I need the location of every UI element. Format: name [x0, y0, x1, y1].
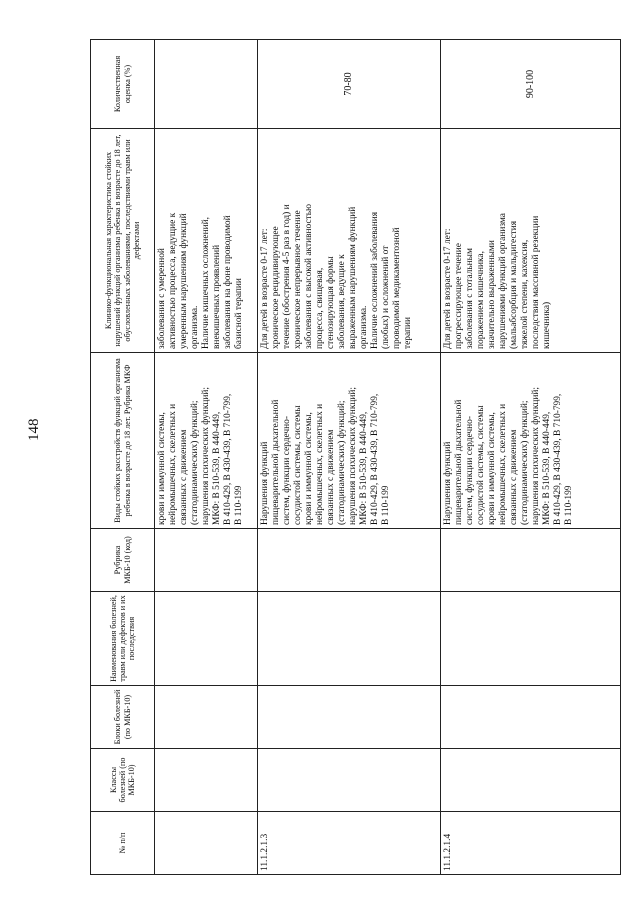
- clinical-line: организма.: [190, 305, 200, 349]
- clinical-line: стенозирующая формы: [326, 256, 336, 349]
- header-types: Виды стойких расстройств функций организма ребенка в возрасте до 18 лет. Рубрика МКФ: [91, 353, 155, 529]
- types-line: нарушения психических функций;: [348, 386, 358, 525]
- clinical-line: кишечника): [542, 301, 552, 349]
- table-row: [155, 40, 258, 875]
- types-line: B 110-199: [564, 485, 574, 525]
- clinical-line: заболевания с умеренной: [157, 248, 167, 349]
- types-line: B 110-199: [234, 485, 244, 525]
- row-classes: [155, 749, 258, 812]
- types-line: Нарушения функций: [260, 441, 270, 525]
- types-line: связанных с движением: [509, 429, 519, 525]
- row-num: 11.1.2.1.4: [441, 812, 621, 875]
- clinical-line: заболевания на фоне проводимой: [223, 215, 233, 349]
- clinical-line: заболевания с высокой активностью: [304, 203, 314, 349]
- types-line: МКФ: B 510-539, B 440-449,: [212, 411, 222, 525]
- row-num: [155, 812, 258, 875]
- clinical-line: течение (обострения 4-5 раз в год) и: [282, 204, 292, 349]
- page-number: 148: [26, 418, 42, 441]
- types-line: (статодинамических) функций;: [337, 400, 347, 525]
- clinical-line: базисной терапии: [234, 278, 244, 349]
- types-line: МКФ: B 510-539, B 440-449,: [359, 411, 369, 525]
- clinical-line: умеренным нарушениям функций: [179, 213, 189, 349]
- clinical-line: (мальабсорбция и мальдигестия: [509, 220, 519, 349]
- row-names: [155, 592, 258, 686]
- clinical-line: последствия массивной резекции: [531, 215, 541, 349]
- row-rubric: [441, 529, 621, 592]
- row-types: [441, 353, 621, 529]
- row-score: 70-80: [258, 40, 441, 129]
- header-classes: Классы болезней (по МКБ-10): [91, 749, 155, 812]
- clinical-line: активностью процесса, ведущие к: [168, 212, 178, 349]
- header-score: Количественная оценка (%): [91, 40, 155, 129]
- header-blocks: Блоки болезней (по МКБ-10): [91, 686, 155, 749]
- clinical-line: проводимой медикаментозной: [392, 227, 402, 349]
- row-types: [258, 353, 441, 529]
- row-num: 11.1.2.1.3: [258, 812, 441, 875]
- row-types: [155, 353, 258, 529]
- types-line: связанных с движением: [326, 429, 336, 525]
- table-header-row: [91, 40, 155, 875]
- types-line: (статодинамических) функций;: [190, 400, 200, 525]
- header-names: Наименования болезней, травм или дефектов и их последствия: [91, 592, 155, 686]
- header-num: № п/п: [91, 812, 155, 875]
- rotated-table-container: [90, 40, 620, 875]
- types-line: нейромышечных, скелетных и: [498, 403, 508, 525]
- types-line: нейромышечных, скелетных и: [168, 403, 178, 525]
- row-clinical: [155, 129, 258, 353]
- types-line: крови и иммунной системы,: [487, 412, 497, 525]
- clinical-line: Наличие осложнений заболевания: [370, 211, 380, 349]
- clinical-line: поражением кишечника,: [476, 251, 486, 349]
- table-row: [258, 40, 441, 875]
- row-names: [258, 592, 441, 686]
- types-line: пищеварительной дыхательной: [271, 399, 281, 525]
- types-line: МКФ: B 510-539, B 440-449,: [542, 411, 552, 525]
- clinical-line: процесса, свищевая,: [315, 267, 325, 349]
- row-classes: [258, 749, 441, 812]
- clinical-line: значительно выраженными: [487, 240, 497, 349]
- clinical-line: заболевания с тотальным: [465, 248, 475, 349]
- types-line: (статодинамических) функций;: [520, 400, 530, 525]
- types-line: B 110-199: [381, 485, 391, 525]
- clinical-line: прогрессирующее течение: [454, 243, 464, 349]
- row-blocks: [155, 686, 258, 749]
- types-line: сосудистой системы, системы: [476, 405, 486, 525]
- types-line: нарушения психических функций;: [531, 386, 541, 525]
- clinical-line: хроническое непрерывное течение: [293, 210, 303, 349]
- header-rubric: Рубрика МКБ-10 (код): [91, 529, 155, 592]
- types-line: B 410-429, B 430-439, B 710-799,: [370, 393, 380, 525]
- row-score: 90-100: [441, 40, 621, 129]
- clinical-line: тяжелой степени, кахексия,: [520, 239, 530, 349]
- clinical-line: (любых) и осложнений от: [381, 245, 391, 349]
- row-classes: [441, 749, 621, 812]
- clinical-line: Для детей в возрасте 0-17 лет:: [260, 228, 270, 349]
- types-line: нейромышечных, скелетных и: [315, 403, 325, 525]
- types-line: B 410-429, B 430-439, B 710-799,: [223, 393, 233, 525]
- row-rubric: [155, 529, 258, 592]
- types-line: крови и иммунной системы,: [304, 412, 314, 525]
- clinical-line: внекишечных проявлений: [212, 244, 222, 349]
- clinical-line: Для детей в возрасте 0-17 лет:: [443, 228, 453, 349]
- disability-criteria-table: [90, 39, 621, 875]
- clinical-line: нарушениями функций организма: [498, 213, 508, 349]
- types-line: B 410-429, B 430-439, B 710-799,: [553, 393, 563, 525]
- row-clinical: [258, 129, 441, 353]
- row-blocks: [441, 686, 621, 749]
- types-line: крови и иммунной системы,: [157, 412, 167, 525]
- table-row: [441, 40, 621, 875]
- clinical-line: организма.: [359, 305, 369, 349]
- types-line: пищеварительной дыхательной: [454, 399, 464, 525]
- clinical-line: Наличие кишечных осложнений,: [201, 217, 211, 349]
- types-line: сосудистой системы, системы: [293, 405, 303, 525]
- clinical-line: заболевания, ведущие к: [337, 254, 347, 349]
- types-line: связанных с движением: [179, 429, 189, 525]
- clinical-line: выраженным нарушениям функций: [348, 206, 358, 349]
- types-line: Нарушения функций: [443, 441, 453, 525]
- row-blocks: [258, 686, 441, 749]
- clinical-line: хроническое рецидивирующее: [271, 226, 281, 349]
- clinical-line: терапии: [403, 316, 413, 349]
- types-line: систем, функции сердечно-: [282, 416, 292, 525]
- row-rubric: [258, 529, 441, 592]
- header-clinical: Клинико-функциональная характеристика стойких нарушений функций организма ребенка в возрасте до 18 лет, обусловленных заболеваниями, последствиями травм или дефектами: [91, 129, 155, 353]
- types-line: нарушения психических функций;: [201, 386, 211, 525]
- row-names: [441, 592, 621, 686]
- row-clinical: [441, 129, 621, 353]
- types-line: систем, функции сердечно-: [465, 416, 475, 525]
- row-score: [155, 40, 258, 129]
